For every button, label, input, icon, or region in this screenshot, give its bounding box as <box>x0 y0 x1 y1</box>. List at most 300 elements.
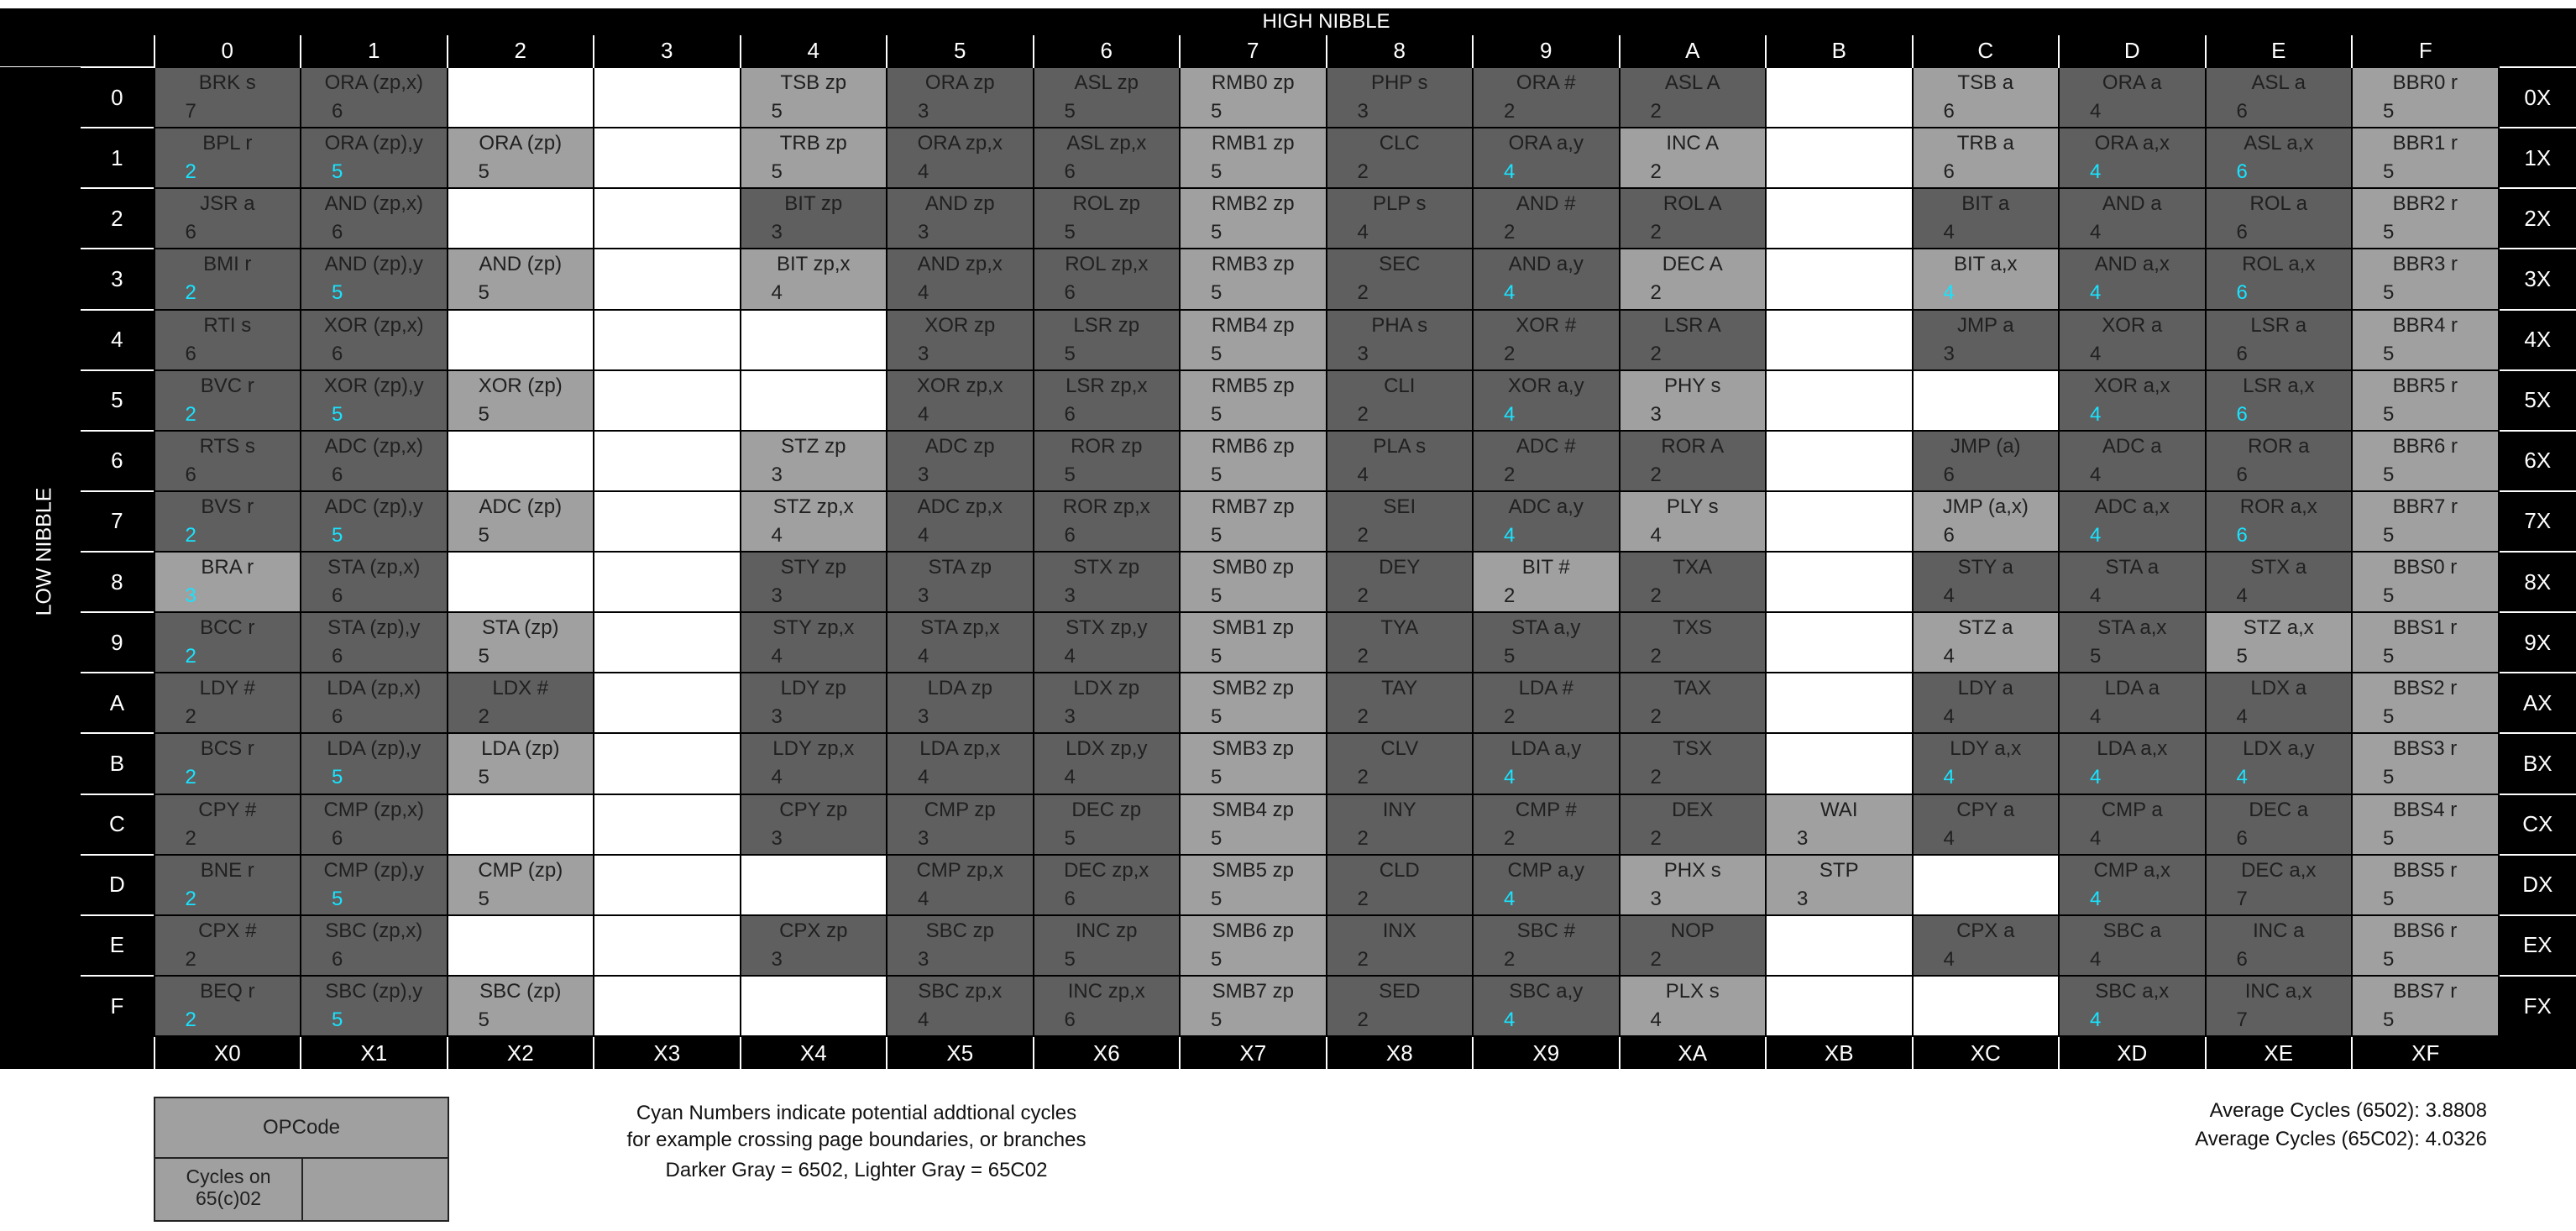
opcode-cell <box>2059 976 2206 1036</box>
opcode-cell <box>1034 431 1181 491</box>
opcode-cell <box>1620 431 1767 491</box>
cycle-count: 5 <box>2236 645 2248 668</box>
opcode-cell <box>1473 249 1620 309</box>
opcode-mnemonic: AND (zp),y <box>324 253 423 276</box>
opcode-mnemonic: CMP zp,x <box>916 858 1004 882</box>
cycle-count: 2 <box>1357 523 1369 547</box>
cycle-count: 4 <box>2090 463 2102 486</box>
opcode-mnemonic: CPX a <box>1956 919 2015 942</box>
opcode-mnemonic: STX zp,y <box>1065 616 1148 640</box>
cycle-count: 2 <box>1650 645 1662 668</box>
opcode-cell <box>1913 249 2060 309</box>
cycle-count: 2 <box>1357 402 1369 426</box>
column-footer: XF <box>2352 1036 2499 1069</box>
cycle-count: 6 <box>332 463 343 486</box>
opcode-cell <box>154 612 301 673</box>
opcode-cell <box>887 128 1034 188</box>
opcode-cell <box>301 794 448 855</box>
empty-opcode-cell <box>594 249 741 309</box>
opcode-mnemonic: XOR a,y <box>1507 374 1584 397</box>
opcode-cell <box>448 733 594 794</box>
column-header: 4 <box>741 35 887 67</box>
cycle-count: 3 <box>1064 705 1076 729</box>
cycle-count: 5 <box>1211 281 1223 305</box>
opcode-mnemonic: LSR zp,x <box>1065 374 1148 397</box>
opcode-mnemonic: RTI s <box>203 313 252 337</box>
opcode-cell <box>301 855 448 915</box>
opcode-cell <box>2059 370 2206 431</box>
opcode-cell <box>887 67 1034 128</box>
opcode-cell <box>2352 188 2499 249</box>
opcode-mnemonic: XOR (zp),y <box>323 374 424 397</box>
opcode-cell <box>2352 612 2499 673</box>
opcode-mnemonic: CMP (zp,x) <box>323 798 425 821</box>
cycle-count: 5 <box>1064 463 1076 486</box>
cycle-count: 3 <box>918 221 929 244</box>
column-footer: X0 <box>154 1036 301 1069</box>
cycle-count: 5 <box>1211 160 1223 184</box>
cycle-count: 4 <box>2236 584 2248 607</box>
opcode-cell <box>1180 733 1327 794</box>
opcode-mnemonic: JMP (a,x) <box>1942 495 2029 518</box>
cycle-count: 5 <box>2383 281 2395 305</box>
row-label-right: 1X <box>2499 128 2576 188</box>
cycle-count: 2 <box>185 705 196 729</box>
opcode-mnemonic: BBR0 r <box>2392 71 2458 94</box>
opcode-cell <box>1620 733 1767 794</box>
cycle-count: 3 <box>771 584 783 607</box>
row-label: A <box>81 673 154 733</box>
opcode-mnemonic: SBC (zp,x) <box>325 919 423 942</box>
opcode-mnemonic: BPL r <box>202 132 253 155</box>
cycle-count: 3 <box>918 584 929 607</box>
opcode-mnemonic: STA a,x <box>2097 616 2167 640</box>
opcode-mnemonic: INC zp <box>1076 919 1138 942</box>
opcode-cell <box>887 794 1034 855</box>
opcode-mnemonic: AND # <box>1516 192 1576 216</box>
cycle-count: 2 <box>185 281 196 305</box>
column-footer: XC <box>1913 1036 2060 1069</box>
cycle-count: 5 <box>1211 887 1223 910</box>
row-label-right: EX <box>2499 915 2576 976</box>
empty-opcode-cell <box>594 976 741 1036</box>
opcode-mnemonic: BBS5 r <box>2393 858 2458 882</box>
opcode-cell <box>741 733 887 794</box>
cycle-count: 2 <box>1650 342 1662 365</box>
opcode-mnemonic: ASL A <box>1664 71 1720 94</box>
cycle-count: 6 <box>1064 160 1076 184</box>
opcode-cell <box>1034 976 1181 1036</box>
opcode-mnemonic: LSR a,x <box>2243 374 2315 397</box>
cycle-count: 4 <box>1064 766 1076 789</box>
opcode-mnemonic: BBS2 r <box>2393 677 2458 700</box>
cycle-count: 4 <box>1943 221 1955 244</box>
column-footer: X5 <box>887 1036 1034 1069</box>
cycle-count: 5 <box>1064 947 1076 971</box>
opcode-mnemonic: PLP s <box>1372 192 1427 216</box>
note-line-2: for example crossing page boundaries, or branches <box>626 1129 1086 1151</box>
table-row <box>0 855 2576 915</box>
opcode-cell <box>1327 673 1474 733</box>
opcode-mnemonic: STY zp,x <box>772 616 855 640</box>
cycle-count: 2 <box>185 160 196 184</box>
cycle-count: 4 <box>2090 100 2102 123</box>
cycle-count: 5 <box>771 100 783 123</box>
cycle-count: 4 <box>918 281 929 305</box>
opcode-cell <box>1620 249 1767 309</box>
cycle-count: 5 <box>1064 342 1076 365</box>
opcode-cell <box>1180 976 1327 1036</box>
row-label: 1 <box>81 128 154 188</box>
table-row <box>0 249 2576 309</box>
column-header: D <box>2059 35 2206 67</box>
opcode-mnemonic: SMB6 zp <box>1212 919 1294 942</box>
empty-opcode-cell <box>1766 249 1913 309</box>
cycle-count: 5 <box>1211 221 1223 244</box>
cycle-count: 4 <box>2236 766 2248 789</box>
opcode-mnemonic: SMB1 zp <box>1212 616 1294 640</box>
table-row <box>0 188 2576 249</box>
opcode-mnemonic: TXS <box>1673 616 1713 640</box>
table-row <box>0 491 2576 552</box>
opcode-mnemonic: STY a <box>1957 556 2013 579</box>
cycle-count: 2 <box>1357 826 1369 850</box>
cycle-count: 3 <box>185 584 196 607</box>
high-nibble-row <box>0 8 2576 35</box>
cycle-count: 5 <box>1504 645 1516 668</box>
row-label: 7 <box>81 491 154 552</box>
row-label: F <box>81 976 154 1036</box>
opcode-mnemonic: TAY <box>1381 677 1418 700</box>
opcode-cell <box>1034 310 1181 370</box>
empty-opcode-cell <box>1766 491 1913 552</box>
opcode-mnemonic: STX a <box>2250 556 2307 579</box>
opcode-mnemonic: BNE r <box>200 858 254 882</box>
cycle-count: 6 <box>332 826 343 850</box>
opcode-mnemonic: DEC a,x <box>2241 858 2317 882</box>
opcode-cell <box>1766 794 1913 855</box>
opcode-cell <box>2059 310 2206 370</box>
cycle-count: 4 <box>1357 463 1369 486</box>
opcode-mnemonic: XOR (zp,x) <box>323 313 424 337</box>
opcode-mnemonic: SMB4 zp <box>1212 798 1294 821</box>
opcode-cell <box>2059 612 2206 673</box>
opcode-cell <box>154 976 301 1036</box>
cycle-count: 2 <box>1650 221 1662 244</box>
opcode-cell <box>1327 310 1474 370</box>
opcode-cell <box>154 552 301 612</box>
opcode-cell <box>154 855 301 915</box>
cycle-count: 6 <box>1943 463 1955 486</box>
cycle-count: 5 <box>2383 160 2395 184</box>
opcode-cell <box>1473 915 1620 976</box>
opcode-cell <box>301 552 448 612</box>
opcode-cell <box>2206 128 2353 188</box>
opcode-cell <box>2352 431 2499 491</box>
opcode-cell <box>301 733 448 794</box>
cycle-count: 2 <box>1650 826 1662 850</box>
opcode-cell <box>1913 794 2060 855</box>
cycle-count: 5 <box>2383 766 2395 789</box>
cycle-count: 6 <box>2236 342 2248 365</box>
empty-opcode-cell <box>741 370 887 431</box>
opcode-cell <box>1766 855 1913 915</box>
cycle-count: 6 <box>2236 826 2248 850</box>
cycle-count: 4 <box>918 766 929 789</box>
opcode-cell <box>154 310 301 370</box>
cycle-count: 5 <box>478 766 490 789</box>
opcode-mnemonic: LDA (zp) <box>481 737 560 761</box>
cycle-count: 2 <box>1504 100 1516 123</box>
average-cycles <box>2015 1097 2487 1154</box>
cycle-count: 6 <box>332 705 343 729</box>
cycle-count: 2 <box>1504 342 1516 365</box>
cycle-count: 2 <box>1357 160 1369 184</box>
opcode-mnemonic: TRB a <box>1956 132 2014 155</box>
empty-opcode-cell <box>448 794 594 855</box>
column-footer-row <box>0 1036 2576 1069</box>
cycle-count: 4 <box>2090 705 2102 729</box>
opcode-cell <box>1473 976 1620 1036</box>
opcode-mnemonic: RTS s <box>199 434 255 458</box>
opcode-cell <box>154 794 301 855</box>
cycle-count: 4 <box>918 160 929 184</box>
opcode-mnemonic: LDX a,y <box>2243 737 2315 761</box>
cycle-count: 5 <box>332 402 343 426</box>
column-footer: X7 <box>1180 1036 1327 1069</box>
opcode-cell <box>2352 310 2499 370</box>
cycle-count: 6 <box>1064 281 1076 305</box>
opcode-mnemonic: CPY zp <box>779 798 848 821</box>
opcode-cell <box>741 128 887 188</box>
opcode-cell <box>887 431 1034 491</box>
cycle-count: 6 <box>332 645 343 668</box>
row-label-right: 4X <box>2499 310 2576 370</box>
opcode-cell <box>1473 310 1620 370</box>
column-header: 5 <box>887 35 1034 67</box>
row-label-right: CX <box>2499 794 2576 855</box>
empty-opcode-cell <box>1913 855 2060 915</box>
opcode-mnemonic: AND a <box>2102 192 2162 216</box>
cycle-count: 4 <box>2236 705 2248 729</box>
column-footer: X9 <box>1473 1036 1620 1069</box>
opcode-cell <box>2352 370 2499 431</box>
empty-opcode-cell <box>1766 612 1913 673</box>
cycle-count: 3 <box>1797 887 1809 910</box>
opcode-mnemonic: LDX # <box>492 677 549 700</box>
opcode-cell <box>448 128 594 188</box>
note-line-1: Cyan Numbers indicate potential addtional cycles <box>636 1102 1077 1124</box>
empty-opcode-cell <box>1766 310 1913 370</box>
row-label: 6 <box>81 431 154 491</box>
opcode-cell <box>1473 491 1620 552</box>
cycle-count: 2 <box>1357 281 1369 305</box>
opcode-cell <box>301 612 448 673</box>
cycle-count: 5 <box>2383 826 2395 850</box>
opcode-cell <box>1180 67 1327 128</box>
cycle-count: 5 <box>478 160 490 184</box>
opcode-cell <box>1913 128 2060 188</box>
cycle-count: 4 <box>2090 342 2102 365</box>
opcode-mnemonic: INC zp,x <box>1067 979 1145 1003</box>
cycle-count: 3 <box>1943 342 1955 365</box>
opcode-cell <box>1620 794 1767 855</box>
row-label-right: 5X <box>2499 370 2576 431</box>
opcode-cell <box>154 188 301 249</box>
cycle-count: 5 <box>2383 463 2395 486</box>
empty-opcode-cell <box>1766 976 1913 1036</box>
table-row <box>0 733 2576 794</box>
opcode-mnemonic: STA zp <box>928 556 992 579</box>
opcode-cell <box>301 188 448 249</box>
opcode-mnemonic: ROL a,x <box>2242 253 2316 276</box>
cycle-count: 4 <box>2090 402 2102 426</box>
empty-opcode-cell <box>1766 673 1913 733</box>
opcode-cell <box>1913 673 2060 733</box>
opcode-mnemonic: ORA zp <box>924 71 995 94</box>
row-label: E <box>81 915 154 976</box>
row-label: D <box>81 855 154 915</box>
opcode-cell <box>1180 855 1327 915</box>
column-header: 7 <box>1180 35 1327 67</box>
cycle-count: 6 <box>2236 160 2248 184</box>
opcode-cell <box>301 491 448 552</box>
cycle-count: 4 <box>2090 523 2102 547</box>
empty-opcode-cell <box>1766 915 1913 976</box>
opcode-cell <box>1913 552 2060 612</box>
opcode-cell <box>887 310 1034 370</box>
opcode-cell <box>2352 855 2499 915</box>
cycle-count: 5 <box>478 402 490 426</box>
opcode-cell <box>741 915 887 976</box>
column-footer: X4 <box>741 1036 887 1069</box>
cycle-count: 5 <box>332 281 343 305</box>
column-footer: X6 <box>1034 1036 1181 1069</box>
opcode-mnemonic: RMB0 zp <box>1211 71 1295 94</box>
cycle-count: 6 <box>1064 402 1076 426</box>
opcode-cell <box>1034 673 1181 733</box>
opcode-mnemonic: LDA a <box>2104 677 2160 700</box>
column-footer: X8 <box>1327 1036 1474 1069</box>
table-row <box>0 794 2576 855</box>
opcode-mnemonic: ADC (zp) <box>479 495 563 518</box>
opcode-cell <box>741 673 887 733</box>
opcode-mnemonic: CPX zp <box>779 919 848 942</box>
opcode-mnemonic: ORA a <box>2102 71 2162 94</box>
opcode-cell <box>1034 915 1181 976</box>
cycle-count: 2 <box>185 645 196 668</box>
opcode-cell <box>1180 188 1327 249</box>
opcode-mnemonic: LDA (zp,x) <box>327 677 421 700</box>
empty-opcode-cell <box>448 188 594 249</box>
cycle-count: 3 <box>771 705 783 729</box>
opcode-mnemonic: XOR a,x <box>2093 374 2170 397</box>
opcode-cell <box>1473 370 1620 431</box>
cycle-count: 4 <box>1943 947 1955 971</box>
opcode-mnemonic: ROL A <box>1662 192 1722 216</box>
opcode-cell <box>1913 431 2060 491</box>
opcode-mnemonic: BRK s <box>198 71 256 94</box>
opcode-mnemonic: ROR a,x <box>2239 495 2317 518</box>
opcode-cell <box>448 855 594 915</box>
opcode-cell <box>2206 491 2353 552</box>
empty-opcode-cell <box>1766 552 1913 612</box>
cycle-count: 7 <box>2236 887 2248 910</box>
column-header-row <box>0 35 2576 67</box>
row-label: 4 <box>81 310 154 370</box>
opcode-mnemonic: JSR a <box>200 192 255 216</box>
cycle-count: 3 <box>1797 826 1809 850</box>
table-row <box>0 915 2576 976</box>
opcode-mnemonic: ROL zp,x <box>1065 253 1149 276</box>
opcode-mnemonic: XOR (zp) <box>478 374 563 397</box>
cycle-count: 4 <box>2090 766 2102 789</box>
opcode-mnemonic: ROR zp <box>1071 434 1143 458</box>
column-footer: XE <box>2206 1036 2353 1069</box>
opcode-mnemonic: DEY <box>1379 556 1421 579</box>
average-cycles-6502: Average Cycles (6502): 3.8808 <box>2209 1099 2487 1122</box>
opcode-cell <box>1034 552 1181 612</box>
column-header: E <box>2206 35 2353 67</box>
opcode-cell <box>1473 188 1620 249</box>
opcode-mnemonic: BBR7 r <box>2392 495 2458 518</box>
opcode-cell <box>1034 188 1181 249</box>
opcode-mnemonic: DEC zp,x <box>1064 858 1149 882</box>
opcode-cell <box>1034 370 1181 431</box>
cycle-count: 6 <box>2236 402 2248 426</box>
opcode-mnemonic: STA (zp) <box>481 616 559 640</box>
opcode-mnemonic: AND (zp) <box>479 253 563 276</box>
cycle-count: 4 <box>918 1008 929 1031</box>
opcode-mnemonic: ASL zp,x <box>1066 132 1147 155</box>
opcode-mnemonic: RMB5 zp <box>1211 374 1295 397</box>
cycle-count: 2 <box>185 766 196 789</box>
opcode-mnemonic: SBC zp,x <box>918 979 1003 1003</box>
cycle-count: 2 <box>1650 766 1662 789</box>
opcode-mnemonic: SED <box>1379 979 1421 1003</box>
opcode-cell <box>1473 552 1620 612</box>
opcode-cell <box>2059 249 2206 309</box>
opcode-cell <box>1913 188 2060 249</box>
opcode-mnemonic: ORA zp,x <box>917 132 1003 155</box>
opcode-mnemonic: BEQ r <box>200 979 255 1003</box>
opcode-mnemonic: TSB a <box>1957 71 2014 94</box>
opcode-mnemonic: CMP zp <box>924 798 996 821</box>
opcode-cell <box>741 67 887 128</box>
opcode-mnemonic: XOR zp,x <box>916 374 1003 397</box>
cycle-count: 4 <box>1650 523 1662 547</box>
opcode-cell <box>741 431 887 491</box>
cycle-count: 6 <box>332 947 343 971</box>
opcode-mnemonic: RMB4 zp <box>1211 313 1295 337</box>
cycle-count: 3 <box>918 342 929 365</box>
opcode-mnemonic: AND (zp,x) <box>324 192 423 216</box>
empty-opcode-cell <box>448 552 594 612</box>
opcode-cell <box>741 552 887 612</box>
opcode-mnemonic: ORA a,x <box>2094 132 2170 155</box>
opcode-cell <box>741 491 887 552</box>
opcode-mnemonic: BIT a,x <box>1953 253 2018 276</box>
opcode-mnemonic: LDX a <box>2250 677 2307 700</box>
opcode-mnemonic: BIT zp,x <box>776 253 851 276</box>
opcode-cell <box>1473 794 1620 855</box>
opcode-cell <box>448 370 594 431</box>
opcode-cell <box>887 612 1034 673</box>
opcode-cell <box>301 370 448 431</box>
opcode-mnemonic: DEX <box>1672 798 1714 821</box>
opcode-mnemonic: ADC zp <box>924 434 995 458</box>
empty-opcode-cell <box>594 491 741 552</box>
